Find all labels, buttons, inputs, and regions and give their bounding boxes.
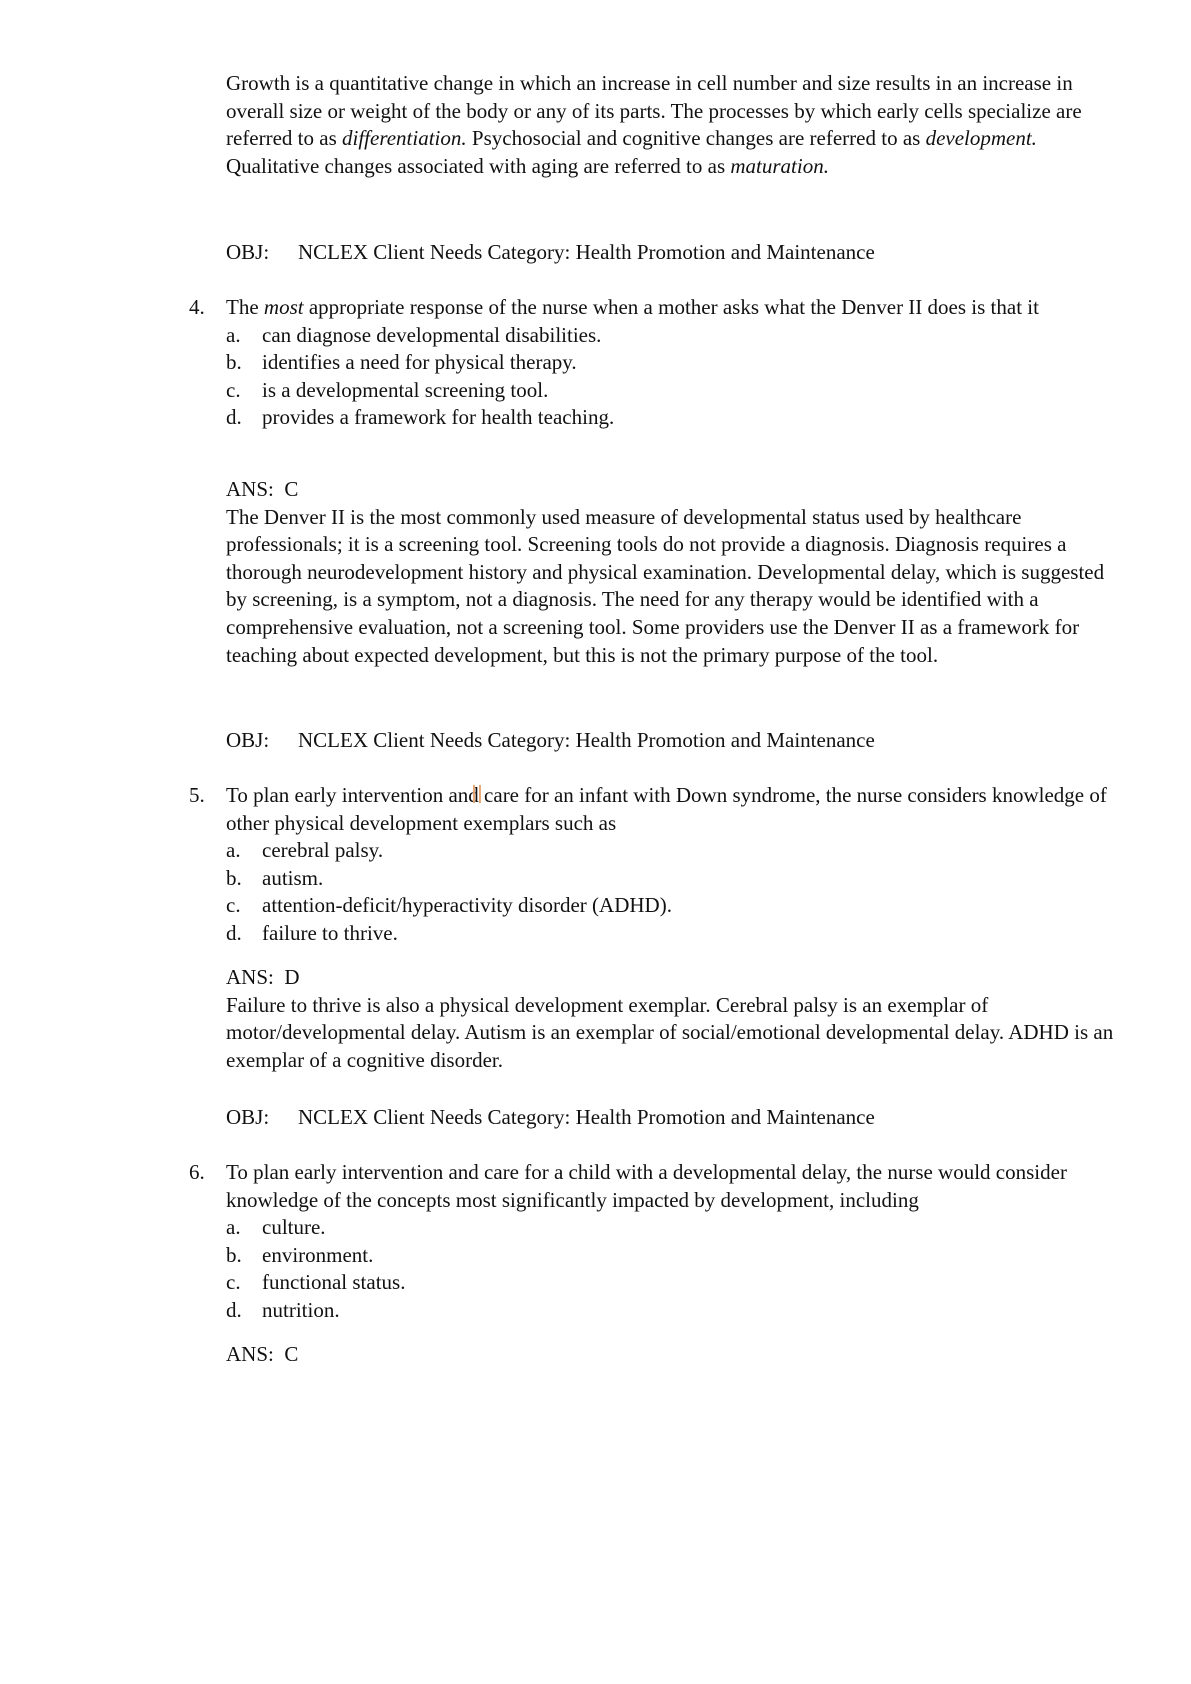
stem-part: care for an infant with Down syndrome, the nurse considers knowledge of other physical development exemplars such as [226, 783, 1107, 835]
term-differentiation: differentiation. [342, 126, 467, 151]
option-text: provides a framework for health teaching. [262, 405, 615, 430]
obj-label: OBJ: [226, 1105, 270, 1129]
option-letter: c. [226, 893, 241, 918]
question-number: 4. [189, 295, 205, 319]
answer-block-5 [226, 964, 1116, 1074]
option-text: nutrition. [262, 1297, 340, 1322]
question-stem [226, 782, 1116, 837]
stem-part: and [448, 783, 479, 807]
term-maturation: maturation. [730, 153, 829, 178]
question-stem [226, 294, 1116, 322]
option-text: autism. [262, 865, 324, 890]
question-5 [189, 782, 1116, 948]
edit-marker-icon [473, 785, 481, 803]
question-number: 6. [189, 1160, 205, 1184]
option-letter: d. [226, 1297, 242, 1322]
option-list [226, 1214, 1116, 1324]
answer-rationale: Failure to thrive is also a physical development exemplar. Cerebral palsy is an exemplar of motor/developmental delay. Autism is an exemplar of social/emotional developmental delay. ADHD is an exemplar of a cognitive disorder. [226, 992, 1114, 1072]
option-d [226, 404, 1116, 432]
emphasis-most: most [263, 295, 304, 319]
question-4 [189, 294, 1116, 432]
intro-text-part: Growth is a quantitative change in which an increase in cell number and size results in an increase in overall size or weight of the body or any of its parts. The processes by which early cells specialize are referred to as [226, 71, 1082, 151]
option-text: identifies a need for physical therapy. [262, 350, 577, 375]
question-6 [189, 1159, 1116, 1325]
option-text: is a developmental screening tool. [262, 377, 549, 402]
obj-label: OBJ: [226, 240, 270, 264]
stem-part: To plan early intervention [226, 783, 449, 807]
stem-part: The [226, 295, 264, 319]
question-number: 5. [189, 783, 205, 807]
option-letter: a. [226, 322, 241, 347]
option-list [226, 322, 1116, 432]
option-letter: b. [226, 350, 242, 375]
answer-key: ANS: C [226, 1342, 299, 1366]
intro-obj-line [226, 239, 875, 267]
answer-key: ANS: C [226, 477, 299, 501]
obj-text: NCLEX Client Needs Category: Health Promotion and Maintenance [298, 240, 875, 264]
option-d [226, 920, 1116, 948]
option-text: failure to thrive. [262, 920, 398, 945]
option-b [226, 349, 1116, 377]
option-c [226, 1269, 1116, 1297]
option-letter: a. [226, 1215, 241, 1240]
question-stem [226, 1159, 1116, 1214]
obj-text: NCLEX Client Needs Category: Health Promotion and Maintenance [298, 1105, 875, 1129]
option-c [226, 892, 1116, 920]
option-text: functional status. [262, 1270, 406, 1295]
option-a [226, 837, 1116, 865]
option-c [226, 377, 1116, 405]
option-letter: b. [226, 865, 242, 890]
intro-text [226, 70, 1116, 180]
answer-block-6 [226, 1341, 1116, 1369]
option-d [226, 1297, 1116, 1325]
option-letter: c. [226, 377, 241, 402]
obj-line-4 [226, 727, 875, 755]
intro-text-part: Qualitative changes associated with aging are referred to as [226, 153, 731, 178]
option-a [226, 322, 1116, 350]
comment-marker [448, 782, 478, 810]
term-development: development. [925, 126, 1037, 151]
option-text: can diagnose developmental disabilities. [262, 322, 602, 347]
intro-text-part: Psychosocial and cognitive changes are referred to as [466, 126, 926, 151]
option-letter: a. [226, 838, 241, 863]
stem-part: To plan early intervention and care for a child with a developmental delay, the nurse would consider knowledge of the concepts most significantly impacted by development, including [226, 1160, 1067, 1212]
option-b [226, 865, 1116, 893]
option-letter: c. [226, 1270, 241, 1295]
option-text: environment. [262, 1242, 374, 1267]
option-list [226, 837, 1116, 947]
intro-paragraph [226, 70, 1116, 180]
answer-rationale: The Denver II is the most commonly used measure of developmental status used by healthcare professionals; it is a screening tool. Screening tools do not provide a diagnosis. Diagnosis requires a thorough neurodevelopment history and physical examination. Developmental delay, which is suggested by screening, is a symptom, not a diagnosis. The need for any therapy would be identified with a comprehensive evaluation, not a screening tool. Some providers use the Denver II as a framework for teaching about expected development, but this is not the primary purpose of the tool. [226, 504, 1105, 667]
answer-key: ANS: D [226, 965, 300, 989]
option-text: attention-deficit/hyperactivity disorder (ADHD). [262, 893, 672, 918]
option-letter: d. [226, 405, 242, 430]
obj-text: NCLEX Client Needs Category: Health Promotion and Maintenance [298, 728, 875, 752]
obj-line-5 [226, 1104, 875, 1132]
stem-part: appropriate response of the nurse when a mother asks what the Denver II does is that it [303, 295, 1039, 319]
option-b [226, 1242, 1116, 1270]
obj-label: OBJ: [226, 728, 270, 752]
option-a [226, 1214, 1116, 1242]
option-letter: b. [226, 1242, 242, 1267]
answer-block-4 [226, 476, 1116, 669]
option-text: culture. [262, 1215, 326, 1240]
option-letter: d. [226, 920, 242, 945]
option-text: cerebral palsy. [262, 838, 384, 863]
